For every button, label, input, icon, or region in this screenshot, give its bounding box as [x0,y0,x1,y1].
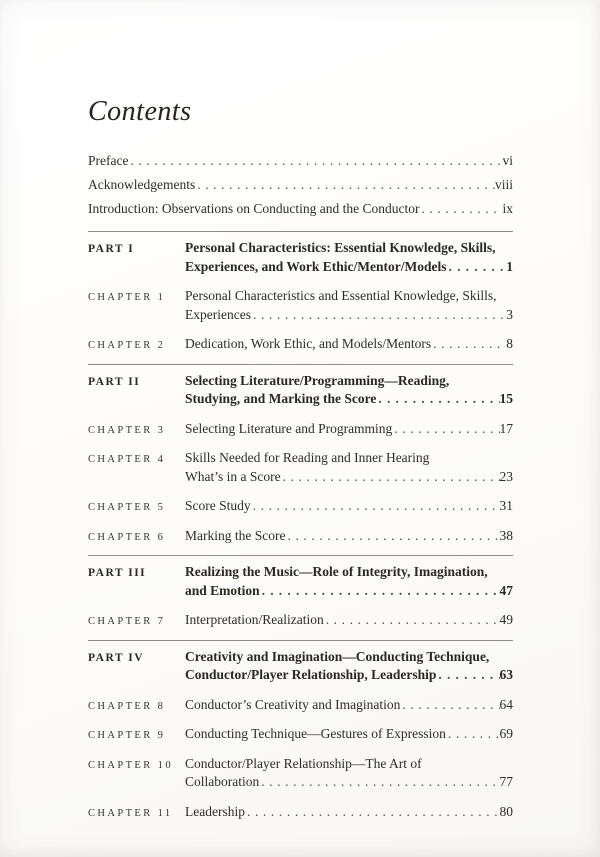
section-rule [88,555,513,556]
entry-label: PART II [88,375,141,388]
entry-title-text: Studying, and Marking the Score [185,391,377,406]
page-number: vi [502,153,513,168]
section-rule [88,640,513,641]
entry-last-line [185,527,513,546]
dot-leader [195,173,495,197]
page-title: Contents [88,96,192,127]
entry-content [185,611,513,630]
page-number: 1 [506,258,513,274]
entry-last-line [185,582,513,601]
toc-entry [88,563,513,600]
entry-title-line: Personal Characteristics: Essential Knowledge, Skills, [185,240,496,255]
front-matter-title: Acknowledgements [88,177,196,192]
entry-label: CHAPTER 8 [88,700,166,712]
section-rule [88,364,513,365]
dot-leader [376,390,499,409]
entry-title-line: Personal Characteristics and Essential Knowledge, Skills, [185,288,497,303]
entry-content [185,372,513,409]
dot-leader [281,468,500,487]
entry-label: CHAPTER 11 [88,807,173,819]
dot-leader [419,197,502,221]
page-number: 77 [499,774,513,789]
entry-title-line: Skills Needed for Reading and Inner Hearing [185,450,430,465]
dot-leader [285,527,499,546]
entry-title-line: Creativity and Imagination—Conducting Technique, [185,648,490,664]
entry-title-text: What’s in a Score [185,468,281,484]
entry-title-line: Conductor/Player Relationship—The Art of [185,755,422,771]
entry-label: CHAPTER 7 [88,616,166,627]
dot-leader [447,258,507,277]
front-matter-list [88,149,513,221]
dot-leader [128,149,502,173]
entry-last-line [185,773,513,792]
toc-entry [88,611,513,630]
toc-entry [88,648,513,685]
toc-entry [88,372,513,409]
entry-last-line [185,306,513,325]
page-number: ix [502,201,513,216]
entry-title-text: Interpretation/Realization [185,612,324,627]
entry-content [185,239,513,276]
front-matter-row [88,173,513,197]
entry-content [185,287,513,324]
entry-label: PART I [88,243,135,255]
entry-label: CHAPTER 3 [88,424,166,436]
front-matter-title: Preface [88,153,129,168]
toc-entry [88,527,513,546]
entry-last-line [185,468,513,487]
entry-content [185,420,513,439]
entry-title-text: Conducting Technique—Gestures of Expression [185,726,446,741]
entry-last-line [185,335,513,354]
entry-title-text: Dedication, Work Ethic, and Models/Mentors [185,336,432,351]
page-number: 8 [506,336,513,351]
entry-content [185,449,513,486]
entry-content [185,497,513,516]
toc-entry [88,287,513,324]
entry-last-line [185,725,513,744]
entry-title-line: Selecting Literature/Programming—Reading, [185,372,450,388]
entry-content [185,696,513,715]
toc-entry [88,449,513,486]
entry-title-text: Experiences [185,306,251,322]
entry-last-line [185,803,513,822]
dot-leader [251,306,506,325]
entry-last-line [185,420,513,439]
entry-title-text: Score Study [185,498,251,513]
entry-title-text: Leadership [185,803,245,819]
page-number: 15 [499,391,513,406]
dot-leader [392,420,499,439]
toc-entry [88,239,513,276]
entry-content [185,725,513,744]
page-number: viii [494,177,513,192]
page-number: 3 [506,306,513,322]
entry-title-text: Collaboration [185,774,260,789]
entry-title-line: Realizing the Music—Role of Integrity, Imagination, [185,564,488,579]
dot-leader [324,611,500,630]
toc-entry [88,755,513,792]
entry-content [185,335,513,354]
dot-leader [259,773,499,792]
toc-list [88,231,513,821]
front-matter-row [88,197,513,221]
toc-entry [88,725,513,744]
page-number: 64 [499,696,513,712]
toc-entry [88,497,513,516]
dot-leader [436,666,499,685]
entry-label: CHAPTER 2 [88,340,166,351]
page-number: 80 [499,803,513,819]
entry-title-text: Experiences, and Work Ethic/Mentor/Models [185,258,447,274]
entry-label: CHAPTER 5 [88,502,166,513]
page-number: 47 [499,582,513,598]
page-number: 38 [499,527,513,543]
page-number: 23 [499,468,513,484]
entry-title-text: Selecting Literature and Programming [185,420,393,436]
entry-content [185,527,513,546]
entry-last-line [185,497,513,516]
toc-entry [88,335,513,354]
entry-title-text: Conductor/Player Relationship, Leadership [185,667,437,682]
entry-title-text: and Emotion [185,582,260,598]
page-number: 17 [499,420,513,436]
dot-leader [245,803,500,822]
entry-label: PART III [88,567,147,579]
entry-label: CHAPTER 4 [88,454,166,465]
dot-leader [400,696,499,715]
dot-leader [251,497,500,516]
page-number: 31 [499,498,513,513]
entry-last-line [185,696,513,715]
entry-content [185,803,513,822]
toc-entry [88,696,513,715]
entry-last-line [185,258,513,277]
entry-content [185,648,513,685]
page-number: 49 [499,612,513,627]
entry-content [185,563,513,600]
entry-last-line [185,390,513,409]
section-rule [88,231,513,232]
front-matter-title: Introduction: Observations on Conducting and the Conductor [88,201,420,216]
dot-leader [446,725,500,744]
front-matter-row [88,149,513,173]
entry-label: CHAPTER 10 [88,759,173,771]
entry-label: CHAPTER 9 [88,730,166,741]
entry-last-line [185,666,513,685]
dot-leader [260,582,500,601]
page-number: 63 [499,667,513,682]
dot-leader [431,335,506,354]
toc-entry [88,803,513,822]
entry-label: PART IV [88,651,144,664]
entry-content [185,755,513,792]
entry-last-line [185,611,513,630]
toc-entry [88,420,513,439]
entry-label: CHAPTER 1 [88,292,166,303]
page-number: 69 [499,726,513,741]
entry-title-text: Conductor’s Creativity and Imagination [185,696,401,712]
entry-title-text: Marking the Score [185,527,286,543]
entry-label: CHAPTER 6 [88,531,166,543]
